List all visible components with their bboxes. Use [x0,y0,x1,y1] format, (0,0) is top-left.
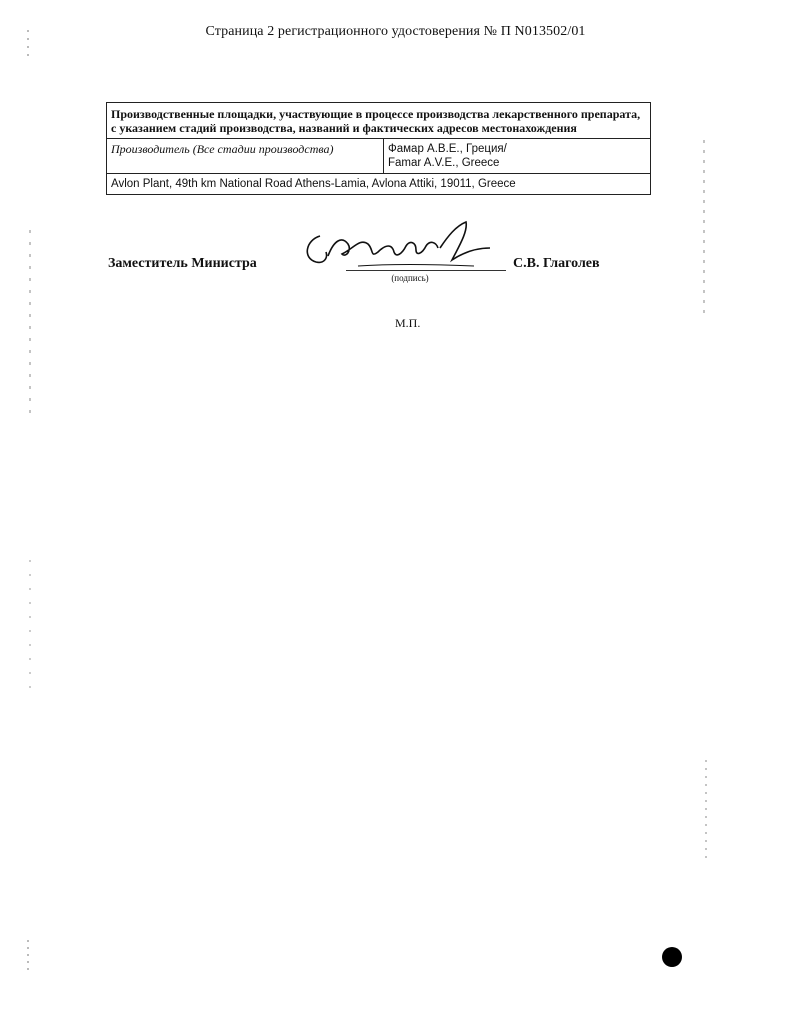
table-row [107,174,651,195]
table-row [107,103,651,139]
production-sites-table [106,102,651,195]
table-row [107,139,651,174]
manufacturer-name-ru: Фамар А.В.Е., Греция/ [388,143,507,155]
signatory-position: Заместитель Министра [108,256,257,271]
handwritten-signature [298,218,508,276]
left-scan-edge [24,0,32,1024]
right-scan-edge [700,0,708,1024]
scan-mark [662,947,682,967]
manufacturer-role: Производитель (Все стадии производства) [107,139,384,174]
manufacturer-address: Avlon Plant, 49th km National Road Athens-Lamia, Avlona Attiki, 19011, Greece [107,174,651,195]
page-header: Страница 2 регистрационного удостоверения № П N013502/01 [205,24,586,39]
manufacturer-name-en: Famar A.V.E., Greece [388,157,500,169]
table-heading: Производственные площадки, участвующие в процессе производства лекарственного препарата, с указанием стадий производства, названий и фактических адресов местонахождения [107,103,651,139]
stamp-placeholder: М.П. [395,316,421,330]
signature-caption: (подпись) [391,273,429,283]
signatory-name: С.В. Глаголев [513,256,600,271]
manufacturer-name-cell [384,139,651,174]
signature-line [346,270,506,271]
